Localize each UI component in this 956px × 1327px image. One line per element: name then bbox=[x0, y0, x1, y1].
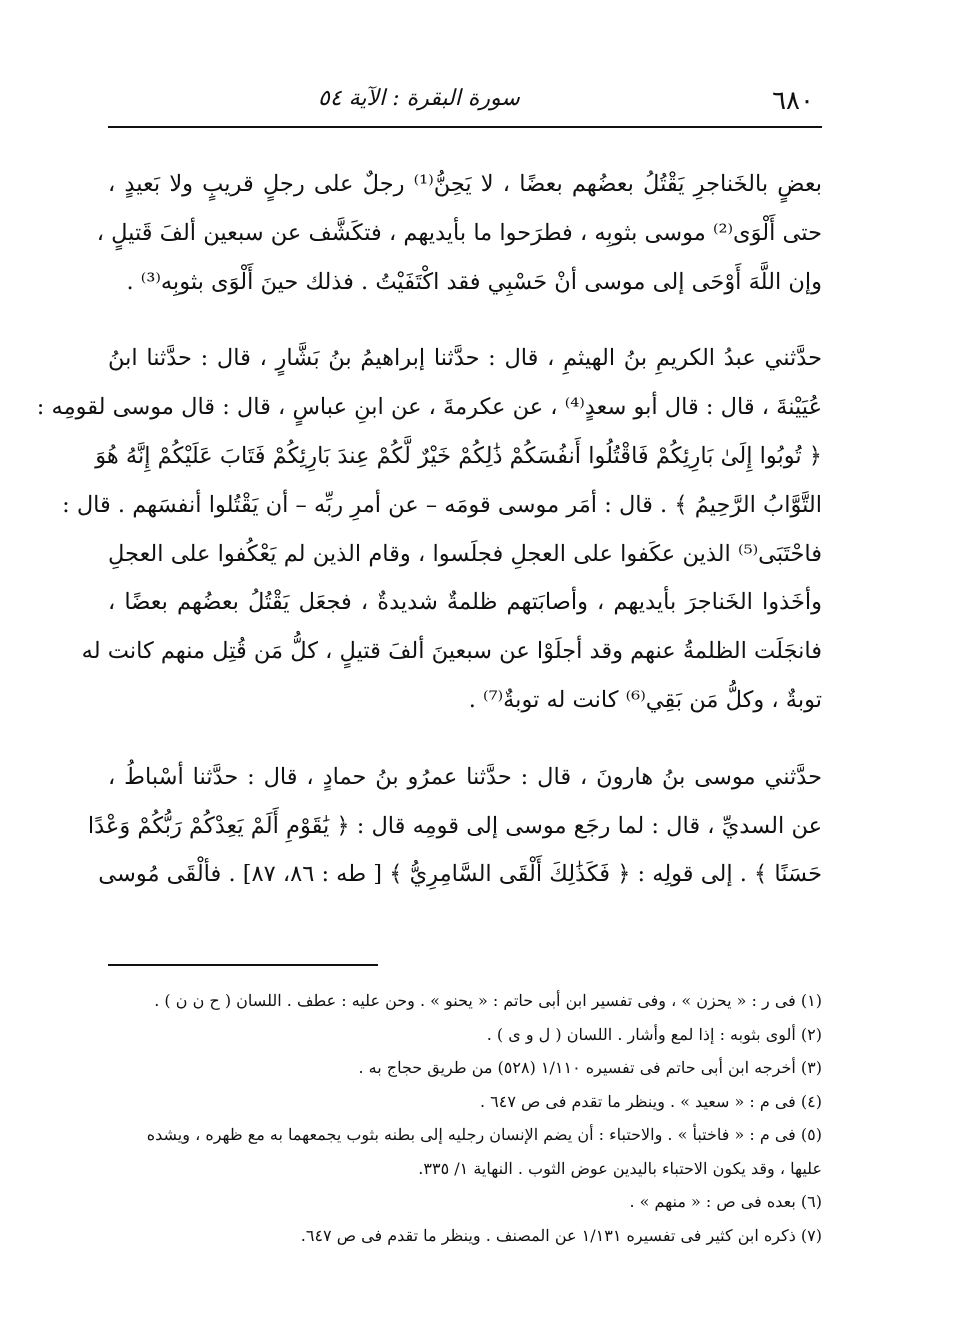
page-header bbox=[108, 78, 822, 122]
footnote: (٣) أخرجه ابن أبى حاتم فى تفسيره ١/١١٠ (٥٢٨) من طريق حجاج به . bbox=[358, 1058, 822, 1077]
footnote: (٥) فى م : « فاختبأ » . والاحتباء : أن يضم الإنسان رجليه إلى بطنه بثوب يجمعهما به مع ظهره ، ويشده bbox=[146, 1125, 822, 1144]
book-page bbox=[36, 78, 822, 1245]
header-rule bbox=[108, 126, 822, 128]
footnote: (٦) بعده فى ص : « منهم » . bbox=[629, 1192, 822, 1211]
text-line: التَّوَّابُ الرَّحِيمُ ﴾ . قال : أمَر موسى قومَه – عن أمرِ ربِّه – أن يَقْتُلوا أنفسَهم . قال : bbox=[62, 491, 822, 518]
text-line: عُيَيْنةَ ، قال : قال أبو سعدٍ⁽⁴⁾ ، عن عكرمةَ ، عن ابنِ عباسٍ ، قال : قال موسى لقومِه : bbox=[36, 394, 822, 421]
paragraph-2 bbox=[36, 334, 822, 724]
footnote: (١) فى ر : « يحزن » ، وفى تفسير ابن أبى حاتم : « يحنو » . وحن عليه : عطف . اللسان ( ح ن ن ) . bbox=[154, 991, 822, 1010]
text-line: فانجَلَت الظلمةُ عنهم وقد أجلَوْا عن سبعينَ ألفَ قتيلٍ ، كلُّ مَن قُتِل منهم كانت له bbox=[81, 638, 822, 665]
text-line: ﴿ تُوبُوا إِلَىٰ بَارِئِكُمْ فَاقْتُلُوا أَنفُسَكُمْ ذَٰلِكُمْ خَيْرٌ لَّكُمْ عِندَ بَارِئِكُمْ فَتَابَ عَلَيْكُمْ إِنَّهُ هُوَ bbox=[95, 442, 822, 469]
footnote: (٢) ألوى بثوبه : إذا لمع وأشار . اللسان ( ل و ى ) . bbox=[486, 1024, 822, 1044]
footnotes bbox=[108, 984, 822, 1252]
text-line: حدَّثني موسى بنُ هارونَ ، قال : حدَّثنا عمرُو بنُ حمادٍ ، قال : حدَّثنا أسْباطُ ، bbox=[108, 763, 822, 790]
text-line: حتى أَلْوَى⁽²⁾ موسى بثوبِه ، فطرَحوا ما بأيديهم ، فتكَشَّف عن سبعين ألفَ قَتيلٍ ، bbox=[96, 219, 822, 246]
text-line: وأخَذوا الخَناجرَ بأيديهم ، وأصابَتهم ظلمةٌ شديدةٌ ، فجعَل يَقْتُلُ بعضُهم بعضًا ، bbox=[108, 589, 822, 616]
paragraph-3 bbox=[87, 753, 822, 899]
footnote: (٧) ذكره ابن كثير فى تفسيره ١/١٣١ عن المصنف . وينظر ما تقدم فى ص ٦٤٧. bbox=[300, 1225, 822, 1245]
text-line: بعضٍ بالخَناجرِ يَقْتُلُ بعضُهم بعضًا ، لا يَحِنُّ⁽¹⁾ رجلٌ على رجلٍ قريبٍ ولا بَعيدٍ ، bbox=[108, 171, 822, 197]
text-line: حدَّثني عبدُ الكريمِ بنُ الهيثمِ ، قال : حدَّثنا إبراهيمُ بنُ بَشَّارٍ ، قال : حدَّثنا ابنُ bbox=[108, 345, 822, 372]
text-line: وإن اللَّهَ أَوْحَى إلى موسى أنْ حَسْبِي فقد اكْتَفَيْتُ . فذلك حينَ أَلْوَى بثوبِه⁽³⁾ . bbox=[126, 268, 822, 295]
text-line: عن السديِّ ، قال : لما رجَع موسى إلى قومِه قال : ﴿ يَٰقَوْمِ أَلَمْ يَعِدْكُمْ رَبُّكُمْ وَعْدًا bbox=[87, 812, 822, 839]
page-number: ٦٨٠ bbox=[772, 86, 814, 116]
text-line: حَسَنًا ﴾ . إلى قولِه : ﴿ فَكَذَٰلِكَ أَلْقَى السَّامِرِيُّ ﴾ [ طه : ٨٦، ٨٧] . فألْقَى مُوسى bbox=[98, 861, 822, 888]
running-title: سورة البقرة : الآية ٥٤ bbox=[318, 86, 520, 111]
footnote-continuation: عليها ، وقد يكون الاحتباء باليدين عوض الثوب . النهاية ١/ ٣٣٥. bbox=[418, 1158, 822, 1178]
footnote-separator bbox=[108, 964, 378, 966]
body-text bbox=[36, 160, 822, 927]
footnote: (٤) فى م : « سعيد » . وينظر ما تقدم فى ص ٦٤٧ . bbox=[479, 1091, 822, 1111]
text-line: توبةٌ ، وكلُّ مَن بَقِي⁽⁶⁾ كانت له توبةٌ⁽⁷⁾ . bbox=[468, 686, 822, 713]
text-line: فاحْتَبَى⁽⁵⁾ الذين عكَفوا على العجلِ فجلَسوا ، وقام الذين لم يَعْكُفوا على العجلِ bbox=[108, 540, 822, 567]
paragraph-1 bbox=[96, 160, 822, 306]
